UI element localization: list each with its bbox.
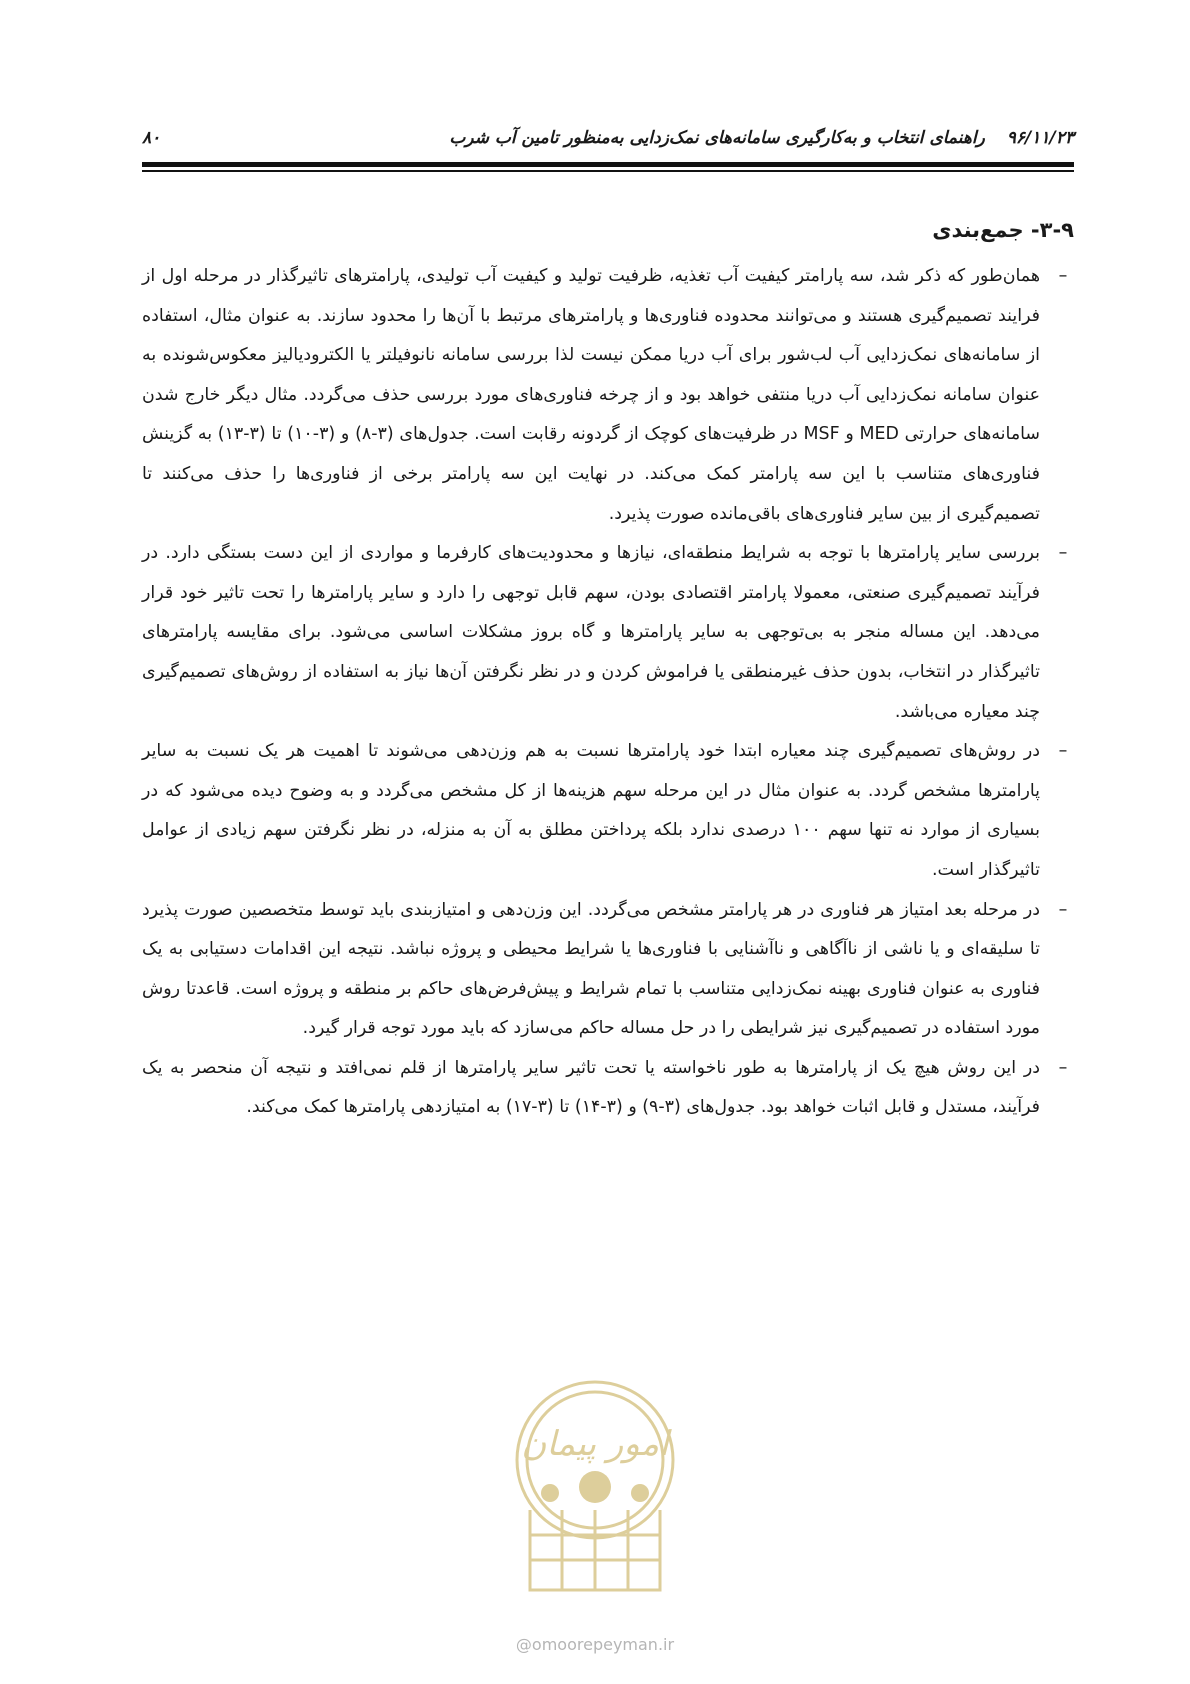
bullet-text: در مرحله بعد امتیاز هر فناوری در هر پارامتر مشخص می‌گردد. این وزن‌دهی و امتیازبندی باید توسط متخصصین صورت پذیرد تا سلیقه‌ای و یا ناشی از ناآگاهی و ناآشنایی با فناوری‌ها یا شرایط محیطی و پروژه نباشد. نتیجه این اقدامات دستیابی به یک فناوری به عنوان فناوری بهینه نمک‌زدایی متناسب با تمام شرایط و پیش‌فرض‌های حاکم بر منطقه و پروژه است. قاعدتا روش مورد استفاده در تصمیم‌گیری نیز شرایطی را در حل مساله حاکم می‌سازد که باید مورد توجه قرار گیرد. xyxy=(142,899,1040,1039)
bullet-text: در روش‌های تصمیم‌گیری چند معیاره ابتدا خود پارامترها نسبت به هم وزن‌دهی می‌شوند تا اهمیت هر یک نسبت به سایر پارامترها مشخص گردد. به عنوان مثال در این مرحله سهم هزینه‌ها از کل مشخص می‌گردد و به وضوح دیده می‌شود که در بسیاری از موارد نه تنها سهم ۱۰۰ درصدی ندارد بلکه پرداختن مطلق به آن به منزله، در نظر نگرفتن سهم زیادی از عوامل تاثیرگذار است. xyxy=(142,741,1041,880)
bullet-dash: – xyxy=(1058,1057,1068,1078)
bullet-dash: – xyxy=(1058,266,1068,286)
body-content xyxy=(142,257,1074,1128)
header-rule-thick xyxy=(142,162,1074,167)
watermark-logo-text: امور پیمان xyxy=(521,1424,669,1464)
bullet-text: بررسی سایر پارامترها با توجه به شرایط منطقه‌ای، نیازها و محدودیت‌های کارفرما و مواردی از این دست بستگی دارد. در فرآیند تصمیم‌گیری صنعتی، معمولا پارامتر اقتصادی بودن، سهم قابل توجهی را دارد و سایر پارامترها را تحت تاثیر خود قرار می‌دهد. این مساله منجر به بی‌توجهی به سایر پارامترها و گاه بروز مشکلات اساسی می‌شود. برای مقایسه پارامترهای تاثیرگذار در انتخاب، بدون حذف غیرمنطقی یا فراموش کردن و در نظر نگرفتن آن‌ها نیاز به استفاده از روش‌های تصمیم‌گیری چند معیاره می‌باشد. xyxy=(142,543,1040,722)
watermark-logo xyxy=(490,1375,700,1605)
bullet-item xyxy=(142,1049,1074,1128)
bullet-text: در این روش هیچ یک از پارامترها به طور ناخواسته یا تحت تاثیر سایر پارامترها از قلم نمی‌افتد و نتیجه آن منحصر به یک فرآیند، مستدل و قابل اثبات خواهد بود. جدول‌های (۳-۹) و (۳-۱۴) تا (۳-۱۷) به امتیازدهی پارامترها کمک می‌کند. xyxy=(142,1057,1040,1118)
bullet-text: همان‌طور که ذکر شد، سه پارامتر کیفیت آب تغذیه، ظرفیت تولید و کیفیت آب تولیدی، پارامترهای تاثیرگذار در مرحله اول از فرایند تصمیم‌گیری هستند و می‌توانند محدوده فناوری‌ها و پارامترهای مرتبط با آن‌ها را محدود سازند. به عنوان مثال، استفاده از سامانه‌های نمک‌زدایی آب لب‌شور برای آب دریا ممکن نیست لذا بررسی سامانه نانوفیلتر یا الکترودیالیز معکوس‌شونده به عنوان سامانه نمک‌زدایی آب دریا منتفی خواهد بود و از چرخه فناوری‌های مورد بررسی حذف می‌گردد. مثال دیگر خارج شدن سامانه‌های حرارتی MED و MSF در ظرفیت‌های کوچک از گردونه رقابت است. جدول‌های (۳-۸) و (۳-۱۰) تا (۳-۱۳) به گزینش فناوری‌های متناسب با این سه پارامتر کمک می‌کند. در نهایت این سه پارامتر برخی از فناوری‌ها را حذف می‌کنند تا تصمیم‌گیری از بین سایر فناوری‌های باقی‌مانده صورت پذیرد. xyxy=(142,266,1041,524)
watermark-url: @omoorepeyman.ir xyxy=(515,1635,675,1654)
bullet-item xyxy=(142,732,1074,890)
page-number: ۸۰ xyxy=(142,128,161,148)
bullet-dash: – xyxy=(1058,899,1068,920)
header-date: ۹۶/۱۱/۲۳ xyxy=(1006,128,1074,148)
running-header xyxy=(142,128,1074,154)
bullet-dash: – xyxy=(1058,741,1068,762)
header-rule-thin xyxy=(142,170,1074,172)
bullet-dash: – xyxy=(1058,543,1068,564)
bullet-item xyxy=(142,257,1074,534)
bullet-item xyxy=(142,891,1074,1049)
bullet-item xyxy=(142,534,1074,732)
header-title-line xyxy=(449,128,1074,148)
section-heading: ۳-۹- جمع‌بندی xyxy=(932,218,1074,242)
header-title: راهنمای انتخاب و به‌کارگیری سامانه‌های نمک‌زدایی به‌منظور تامین آب شرب xyxy=(449,128,985,148)
